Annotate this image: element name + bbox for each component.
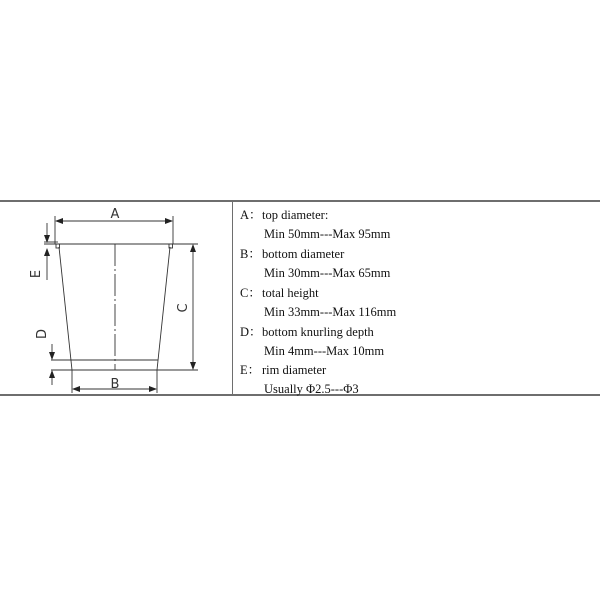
spec-name: bottom diameter — [262, 247, 345, 261]
spec-name: total height — [262, 286, 319, 300]
spec-d — [240, 325, 374, 339]
label-e: E — [29, 269, 44, 279]
spec-b — [240, 247, 344, 261]
spec-name: bottom knurling depth — [262, 325, 374, 339]
spec-range: Min 4mm---Max 10mm — [264, 344, 385, 358]
spec-e — [240, 363, 326, 377]
spec-a — [240, 208, 328, 222]
spec-key: B： — [240, 247, 261, 261]
spec-name: top diameter: — [262, 208, 329, 222]
label-c: C — [176, 303, 191, 313]
column-divider — [232, 202, 233, 394]
label-b: B — [110, 377, 120, 392]
label-d: D — [35, 328, 50, 340]
spec-key: A： — [240, 208, 262, 222]
cup-drawing — [0, 202, 232, 394]
spec-range: Usually Φ2.5---Φ3 — [264, 382, 359, 396]
spec-key: D： — [240, 325, 262, 339]
cup-dimension-diagram — [0, 202, 232, 394]
spec-key: C： — [240, 286, 261, 300]
label-a: A — [110, 207, 120, 222]
spec-name: rim diameter — [262, 363, 327, 377]
spec-range: Min 33mm---Max 116mm — [264, 305, 397, 319]
spec-range: Min 30mm---Max 65mm — [264, 266, 391, 280]
spec-range: Min 50mm---Max 95mm — [264, 227, 391, 241]
spec-key: E： — [240, 363, 261, 377]
spec-table — [0, 200, 600, 396]
spec-c — [240, 286, 319, 300]
